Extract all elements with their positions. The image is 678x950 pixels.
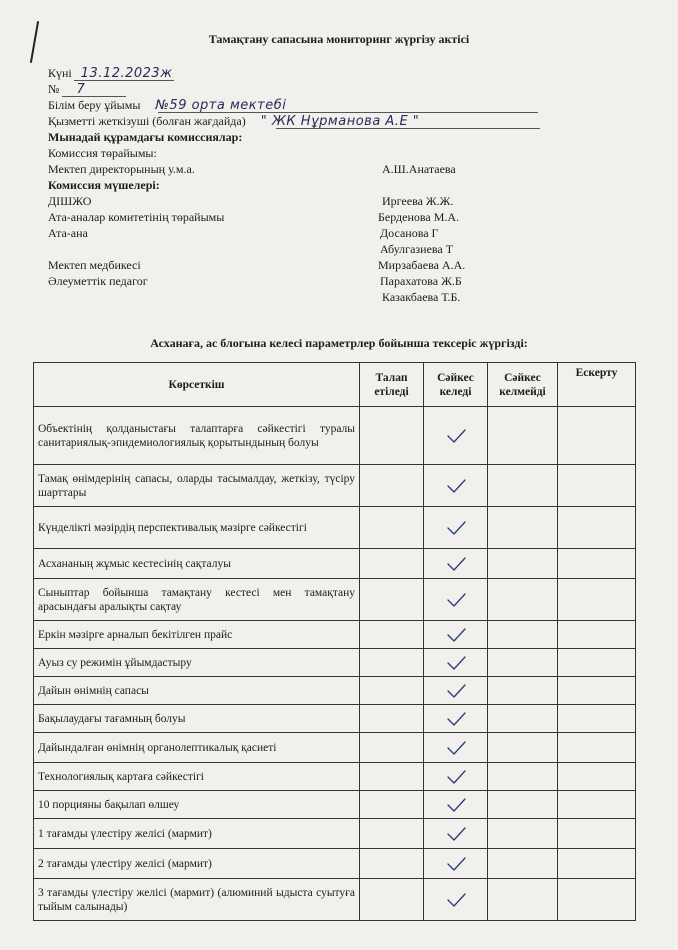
checkmark-icon	[445, 769, 467, 785]
required-cell	[360, 705, 424, 733]
not-complies-cell	[488, 649, 558, 677]
not-complies-cell	[488, 791, 558, 819]
table-row	[34, 465, 636, 507]
member-name: Абулгазиева Т	[380, 242, 454, 256]
indicator-cell: Күнделікті мәзірдің перспективалық мәзірге сәйкестігі	[34, 507, 360, 549]
checkmark-icon	[445, 683, 467, 699]
note-cell	[558, 791, 636, 819]
indicator-cell: 3 тағамды үлестіру желісі (мармит) (алюминий ыдыста суытуға тыйым салынады)	[34, 879, 360, 921]
table-row	[34, 507, 636, 549]
members-heading: Комиссия мүшелері:	[48, 178, 160, 192]
date-value: 13.12.2023ж	[80, 66, 173, 81]
date-label: Күні	[48, 66, 72, 80]
chair-label: Комиссия төрайымы:	[48, 146, 157, 160]
indicator-cell: Объектінің қолданыстағы талаптарға сәйкестігі туралы санитариялық-эпидемиологиялық қорытындының болуы	[34, 407, 360, 465]
table-header-row	[34, 363, 636, 407]
complies-cell	[424, 621, 488, 649]
date-underline	[74, 80, 174, 81]
required-cell	[360, 819, 424, 849]
note-cell	[558, 579, 636, 621]
table-row	[34, 705, 636, 733]
required-cell	[360, 879, 424, 921]
required-cell	[360, 507, 424, 549]
checkmark-icon	[445, 856, 467, 872]
school-label: Білім беру ұйымы	[48, 98, 141, 112]
note-cell	[558, 849, 636, 879]
not-complies-cell	[488, 407, 558, 465]
complies-cell	[424, 649, 488, 677]
note-cell	[558, 763, 636, 791]
note-cell	[558, 465, 636, 507]
not-complies-cell	[488, 819, 558, 849]
note-cell	[558, 649, 636, 677]
complies-cell	[424, 407, 488, 465]
required-cell	[360, 407, 424, 465]
member-role: ДІШЖО	[48, 194, 92, 208]
not-complies-cell	[488, 733, 558, 763]
required-cell	[360, 649, 424, 677]
note-cell	[558, 677, 636, 705]
checkmark-icon	[445, 520, 467, 536]
not-complies-cell	[488, 507, 558, 549]
complies-cell	[424, 819, 488, 849]
note-cell	[558, 879, 636, 921]
inspection-table	[33, 362, 636, 921]
checkmark-icon	[445, 627, 467, 643]
member-name: Иргеева Ж.Ж.	[382, 194, 454, 208]
not-complies-cell	[488, 579, 558, 621]
note-cell	[558, 507, 636, 549]
not-complies-cell	[488, 465, 558, 507]
number-field	[48, 82, 85, 97]
table-row	[34, 621, 636, 649]
school-field	[48, 98, 286, 113]
table-row	[34, 791, 636, 819]
indicator-cell: Тамақ өнімдерінің сапасы, оларды тасымалдау, жеткізу, түсіру шарттары	[34, 465, 360, 507]
checkmark-icon	[445, 478, 467, 494]
note-cell	[558, 621, 636, 649]
provider-underline	[276, 128, 540, 129]
indicator-cell: Еркін мәзірге арналып бекітілген прайс	[34, 621, 360, 649]
complies-cell	[424, 763, 488, 791]
required-cell	[360, 621, 424, 649]
required-cell	[360, 733, 424, 763]
document-title: Тамақтану сапасына мониторинг жүргізу актісі	[208, 32, 470, 46]
required-cell	[360, 763, 424, 791]
chair-role: Мектеп директорының у.м.а.	[48, 162, 195, 176]
indicator-cell: 2 тағамды үлестіру желісі (мармит)	[34, 849, 360, 879]
table-row	[34, 649, 636, 677]
indicator-cell: Асхананың жұмыс кестесінің сақталуы	[34, 549, 360, 579]
member-role: Әлеуметтік педагог	[48, 274, 148, 288]
not-complies-cell	[488, 549, 558, 579]
not-complies-cell	[488, 879, 558, 921]
member-name: Берденова М.А.	[378, 210, 460, 224]
not-complies-cell	[488, 849, 558, 879]
checkmark-icon	[445, 892, 467, 908]
member-role: Мектеп медбикесі	[48, 258, 141, 272]
school-underline	[158, 112, 538, 113]
indicator-cell: Дайын өнімнің сапасы	[34, 677, 360, 705]
note-cell	[558, 819, 636, 849]
header-not-complies: Сәйкес келмейді	[488, 363, 558, 407]
required-cell	[360, 677, 424, 705]
checkmark-icon	[445, 592, 467, 608]
header-note: Ескерту	[558, 363, 636, 407]
checkmark-icon	[445, 797, 467, 813]
provider-field	[48, 114, 419, 129]
note-cell	[558, 549, 636, 579]
number-underline	[62, 96, 126, 97]
indicator-cell: 10 порцияны бақылап өлшеу	[34, 791, 360, 819]
provider-value: " ЖК Нұрманова А.Е "	[260, 114, 420, 129]
table-row	[34, 549, 636, 579]
provider-label: Қызметті жеткізуші (болған жағдайда)	[48, 114, 246, 128]
table-row	[34, 677, 636, 705]
required-cell	[360, 849, 424, 879]
header-indicator: Көрсеткіш	[34, 363, 360, 407]
checkmark-icon	[445, 826, 467, 842]
required-cell	[360, 791, 424, 819]
school-value: №59 орта мектебі	[155, 98, 287, 113]
indicator-cell: Технологиялық картаға сәйкестігі	[34, 763, 360, 791]
header-complies: Сәйкес келеді	[424, 363, 488, 407]
required-cell	[360, 465, 424, 507]
checkmark-icon	[445, 428, 467, 444]
indicator-cell: Ауыз су режимін ұйымдастыру	[34, 649, 360, 677]
member-role: Ата-ана	[48, 226, 88, 240]
complies-cell	[424, 879, 488, 921]
checkmark-icon	[445, 655, 467, 671]
required-cell	[360, 579, 424, 621]
complies-cell	[424, 677, 488, 705]
indicator-cell: 1 тағамды үлестіру желісі (мармит)	[34, 819, 360, 849]
indicator-cell: Дайындалған өнімнің органолептикалық қасиеті	[34, 733, 360, 763]
checkmark-icon	[445, 711, 467, 727]
member-role: Ата-аналар комитетінің төрайымы	[48, 210, 225, 224]
chair-name: А.Ш.Анатаева	[382, 162, 456, 176]
table-row	[34, 733, 636, 763]
checkmark-icon	[445, 556, 467, 572]
complies-cell	[424, 791, 488, 819]
note-cell	[558, 407, 636, 465]
number-value: 7	[76, 82, 86, 97]
indicator-cell: Бақылаудағы тағамның болуы	[34, 705, 360, 733]
complies-cell	[424, 733, 488, 763]
required-cell	[360, 549, 424, 579]
member-name: Досанова Г	[380, 226, 439, 240]
not-complies-cell	[488, 621, 558, 649]
table-row	[34, 763, 636, 791]
complies-cell	[424, 465, 488, 507]
table-row	[34, 579, 636, 621]
complies-cell	[424, 705, 488, 733]
complies-cell	[424, 579, 488, 621]
not-complies-cell	[488, 763, 558, 791]
not-complies-cell	[488, 705, 558, 733]
commission-heading: Мынадай құрамдағы комиссиялар:	[48, 130, 243, 144]
header-required: Талап етіледі	[360, 363, 424, 407]
complies-cell	[424, 549, 488, 579]
member-name: Мирзабаева А.А.	[378, 258, 466, 272]
indicator-cell: Сыныптар бойынша тамақтану кестесі мен тамақтану арасындағы аралықты сақтау	[34, 579, 360, 621]
note-cell	[558, 705, 636, 733]
not-complies-cell	[488, 677, 558, 705]
table-row	[34, 849, 636, 879]
checkmark-icon	[445, 740, 467, 756]
number-label: №	[48, 82, 60, 96]
complies-cell	[424, 849, 488, 879]
table-row	[34, 879, 636, 921]
section-title: Асханаға, ас блогына келесі параметрлер бойынша тексеріс жүргізді:	[150, 336, 528, 350]
member-name: Казакбаева Т.Б.	[382, 290, 461, 304]
complies-cell	[424, 507, 488, 549]
member-name: Парахатова Ж.Б	[380, 274, 462, 288]
note-cell	[558, 733, 636, 763]
table-row	[34, 407, 636, 465]
date-field	[48, 66, 172, 81]
table-row	[34, 819, 636, 849]
